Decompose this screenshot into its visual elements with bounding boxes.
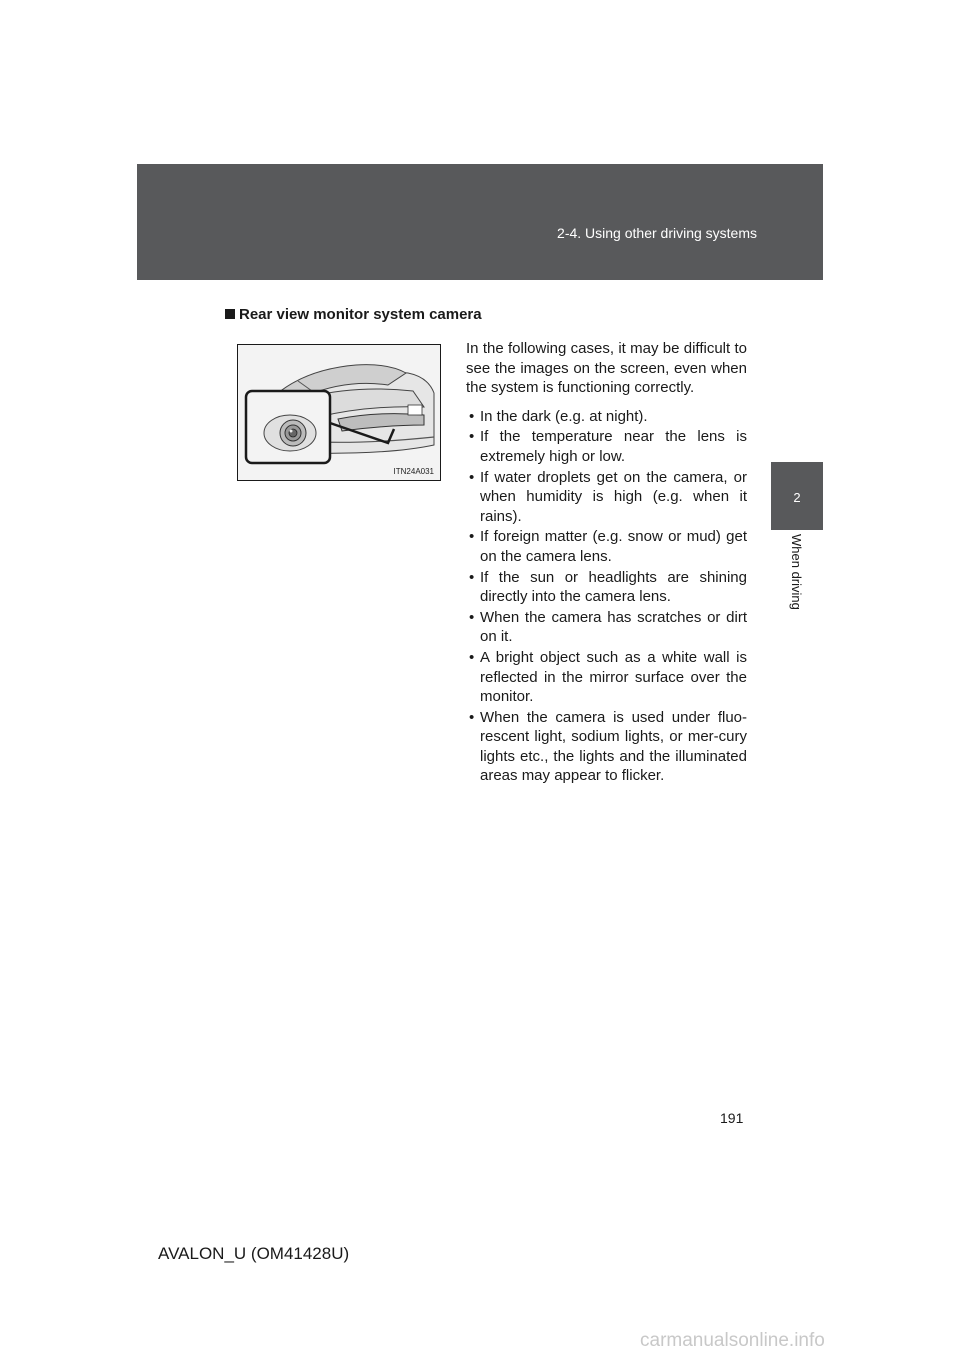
body-text — [466, 339, 747, 787]
chapter-tab — [771, 462, 823, 530]
list-item: • If foreign matter (e.g. snow or mud) get on the camera lens. — [469, 528, 747, 565]
bullet-mark: • — [469, 568, 475, 586]
list-item: • If the sun or headlights are shining directly into the camera lens. — [469, 568, 747, 606]
chapter-number: 2 — [793, 490, 801, 505]
bullet-mark: • — [469, 648, 475, 666]
rear-car-camera-drawing — [238, 345, 440, 480]
list-item: • If the temperature near the lens is extremely high or low. — [469, 428, 747, 465]
section-title: 2-4. Using other driving systems — [557, 225, 757, 241]
bullet-mark: • — [469, 428, 475, 446]
chapter-label: When driving — [789, 534, 804, 610]
bullet-mark: • — [469, 407, 475, 425]
list-item: • If water droplets get on the camera, or when humidity is high (e.g. when it rains). — [469, 468, 747, 525]
list-item: • A bright object such as a white wall is reflected in the mirror surface over the monitor. — [469, 648, 747, 706]
condition-list — [466, 407, 747, 786]
section-heading — [225, 306, 482, 323]
list-item: • When the camera is used under fluo-rescent light, sodium lights, or mer-cury lights etc., the lights and the illuminated areas may appear to flicker. — [469, 708, 747, 785]
intro-paragraph: In the following cases, it may be difficult to see the images on the screen, even when the system is functioning correctly. — [466, 340, 747, 397]
watermark: carmanualsonline.info — [640, 1330, 825, 1351]
camera-illustration — [237, 344, 441, 481]
bullet-mark: • — [469, 608, 475, 626]
list-item: • When the camera has scratches or dirt on it. — [469, 608, 747, 646]
page-number: 191 — [720, 1110, 744, 1126]
bullet-mark: • — [469, 528, 475, 546]
figure-code: ITN24A031 — [393, 467, 434, 476]
heading-square-icon — [225, 309, 235, 319]
section-heading-text: Rear view monitor system camera — [239, 306, 482, 323]
list-item: • In the dark (e.g. at night). — [469, 407, 648, 425]
bullet-mark: • — [469, 708, 475, 726]
bullet-mark: • — [469, 468, 475, 486]
chapter-header-band — [137, 164, 823, 280]
model-code: AVALON_U (OM41428U) — [158, 1244, 350, 1263]
